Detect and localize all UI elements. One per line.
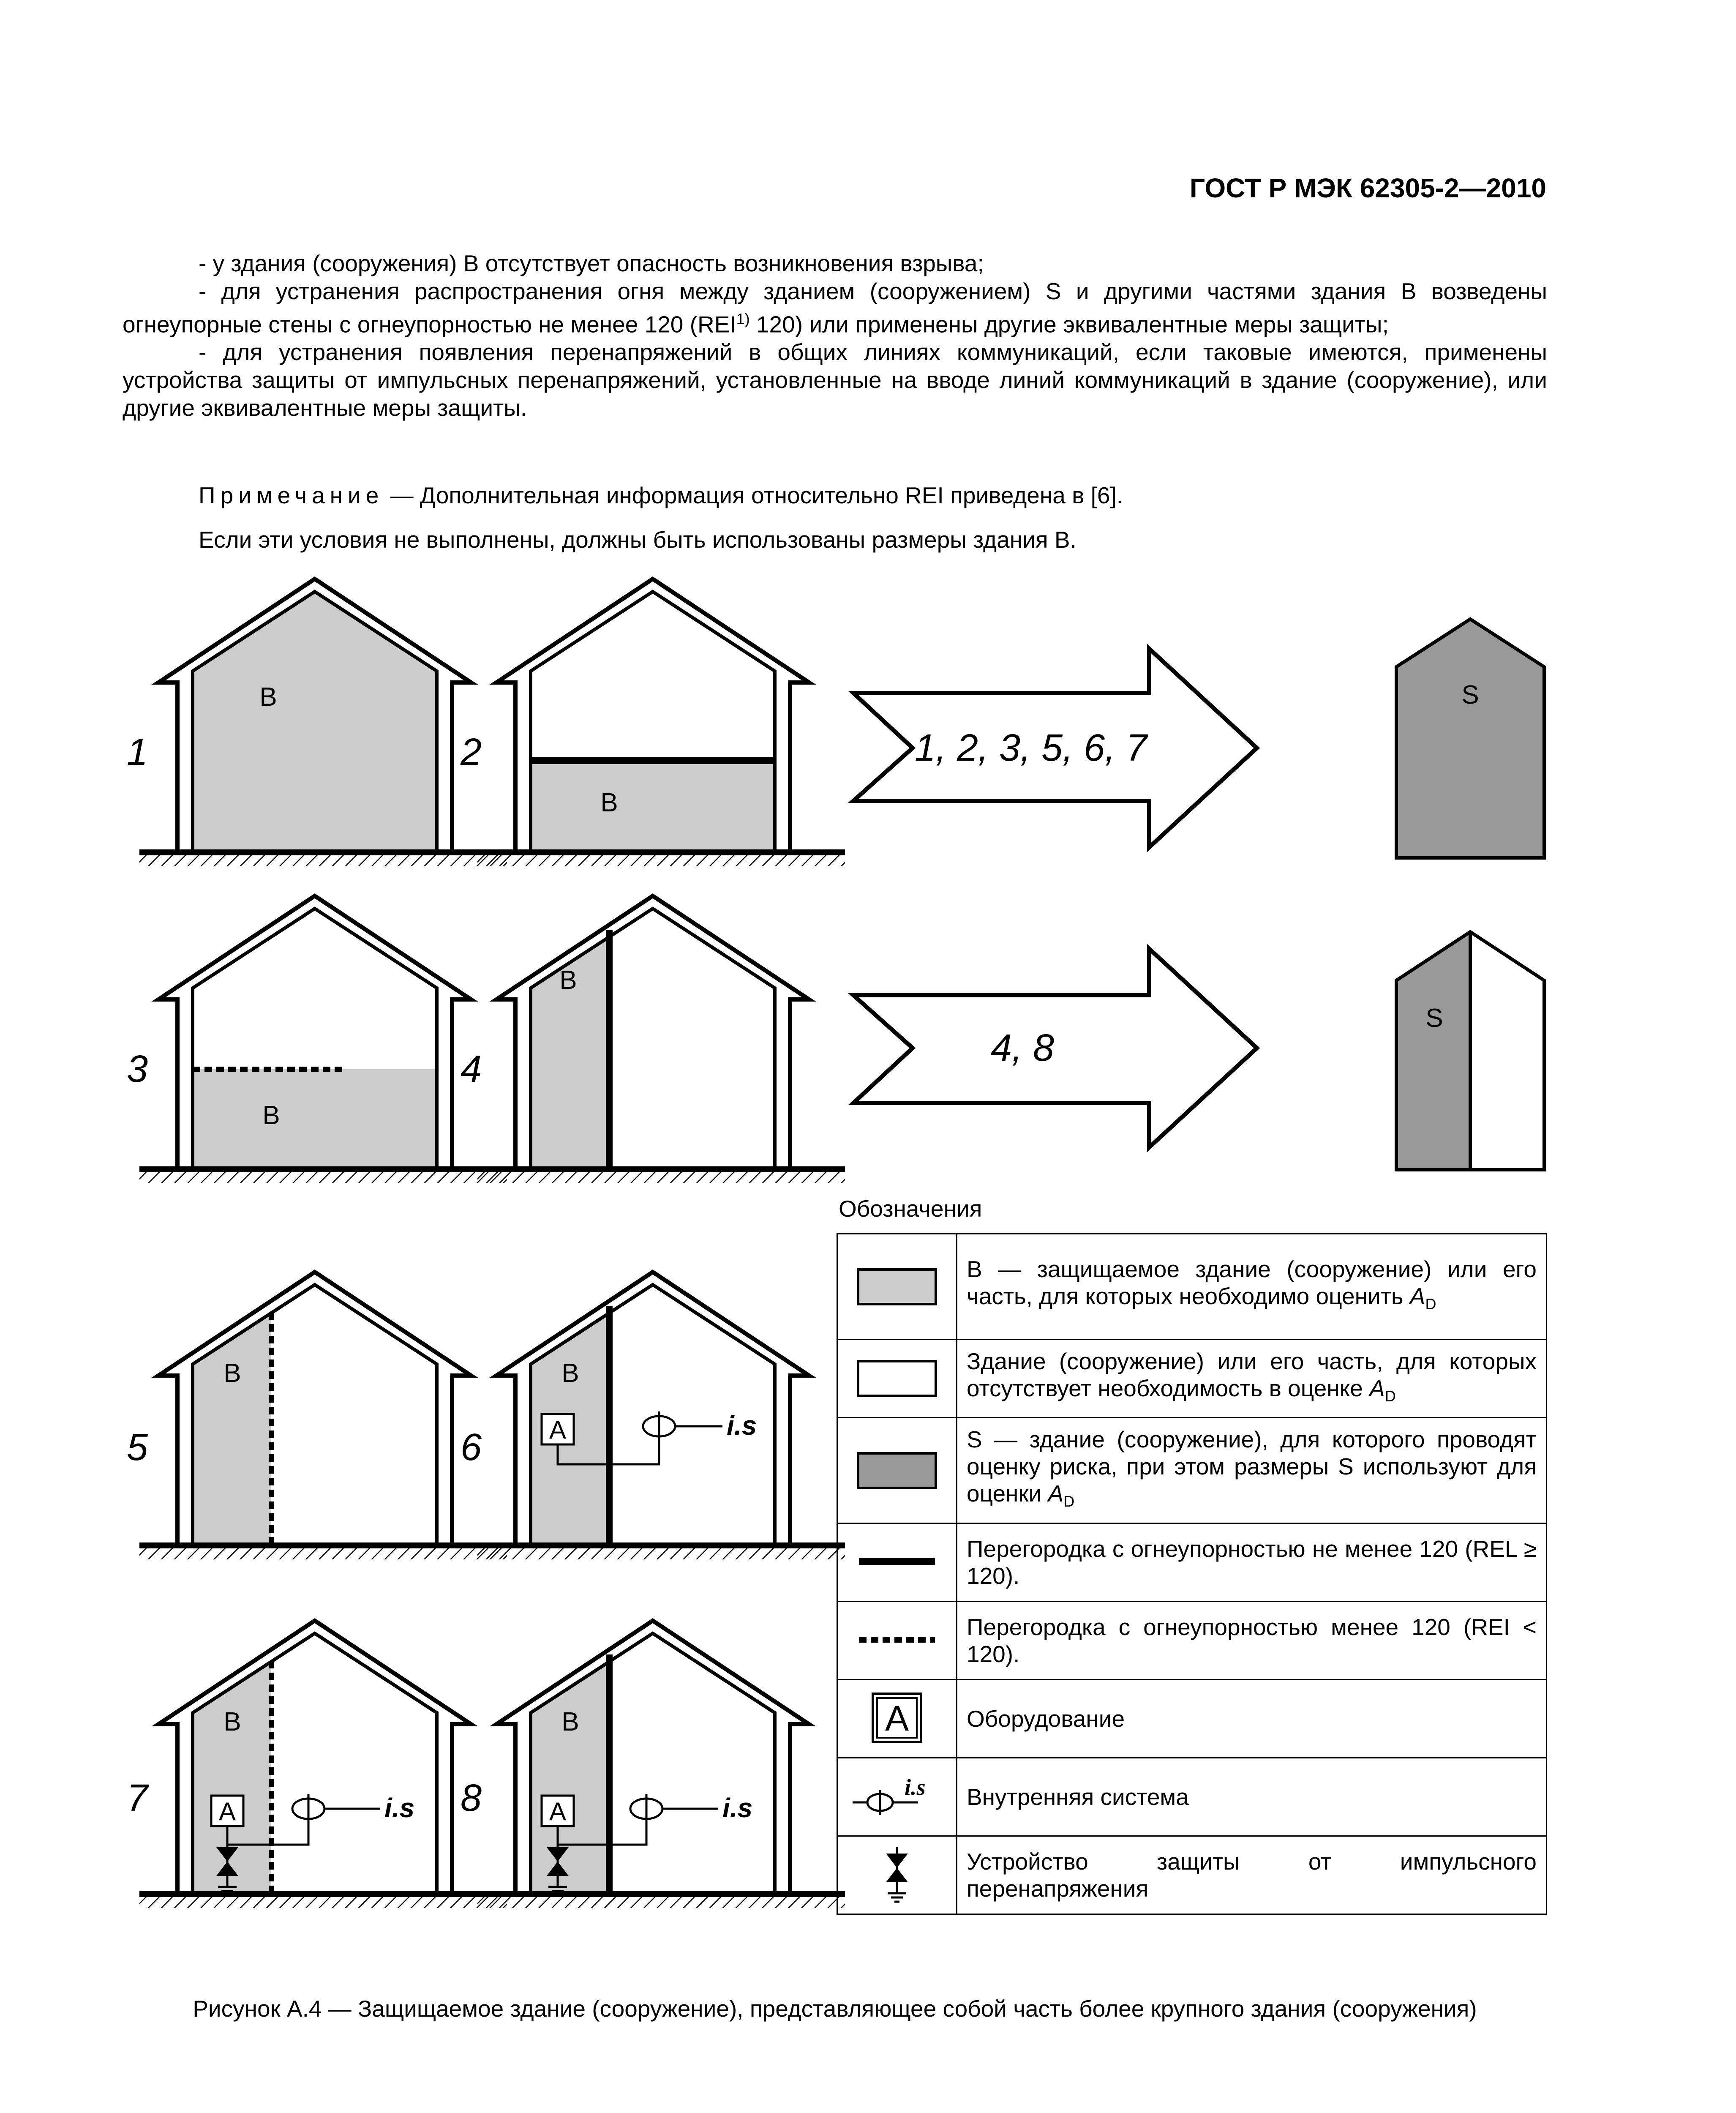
legend-row	[837, 1340, 1547, 1418]
building-s-1	[1396, 619, 1544, 858]
house-8-label-is: i.s	[722, 1793, 753, 1823]
house-5-label-b: B	[223, 1359, 241, 1388]
house-4-label-b: B	[559, 966, 577, 995]
house-3	[139, 896, 507, 1183]
equipment-icon	[869, 1690, 924, 1745]
case-number-6: 6	[461, 1426, 482, 1469]
light-grey-swatch	[857, 1268, 937, 1305]
house-7-label-b: B	[223, 1707, 241, 1736]
svg-text:i.s: i.s	[905, 1774, 926, 1800]
house-6	[477, 1272, 845, 1559]
document-id: ГОСТ Р МЭК 62305-2—2010	[1189, 173, 1546, 203]
house-6-label-a: A	[549, 1416, 567, 1444]
house-6-label-is: i.s	[727, 1410, 757, 1441]
surge-protector-icon	[876, 1843, 918, 1906]
legend-text: Перегородка с огнеупорностью менее 120 (REI < 120).	[957, 1602, 1547, 1680]
legend-row	[837, 1234, 1547, 1340]
house-7	[139, 1621, 507, 1908]
house-2-label-b: B	[600, 788, 618, 817]
condition-statement: Если эти условия не выполнены, должны быть использованы размеры здания B.	[199, 527, 1076, 553]
condition-item-3: - для устранения появления перенапряжений в общих линиях коммуникаций, если таковые имеются, применены устройства защиты от импульсных перенапряжений, установленные на вводе линий коммуникаций в здание (сооружение), или другие эквивалентные меры защиты.	[123, 339, 1547, 421]
svg-text:A: A	[885, 1698, 909, 1738]
house-6-label-b: B	[561, 1359, 579, 1388]
case-number-5: 5	[127, 1426, 148, 1469]
house-2	[477, 579, 845, 866]
figure-caption: Рисунок А.4 — Защищаемое здание (сооружение), представляющее собой часть более крупного здания (сооружения)	[193, 1996, 1477, 2022]
case-number-7: 7	[127, 1777, 148, 1819]
note-label: Примечание	[199, 482, 384, 508]
building-s-2	[1396, 932, 1544, 1170]
legend-text: Здание (сооружение) или его часть, для которых отсутствует необходимость в оценке $A_D$	[957, 1340, 1547, 1418]
house-8	[477, 1621, 845, 1908]
legend-title: Обозначения	[839, 1196, 982, 1222]
arrow-1-text: 1, 2, 3, 5, 6, 7	[914, 727, 1147, 769]
white-swatch	[857, 1360, 937, 1397]
legend-text: Перегородка с огнеупорностью не менее 120 (REL ≥ 120).	[957, 1523, 1547, 1602]
building-s-2-label: S	[1425, 1004, 1443, 1033]
arrow-1	[853, 649, 1257, 847]
legend-row	[837, 1836, 1547, 1914]
house-5	[139, 1272, 507, 1559]
case-number-3: 3	[127, 1048, 148, 1090]
legend-row	[837, 1418, 1547, 1523]
house-3-label-b: B	[262, 1101, 280, 1130]
house-7-label-a: A	[218, 1797, 236, 1826]
house-8-label-a: A	[549, 1797, 567, 1826]
arrow-2	[853, 949, 1257, 1147]
legend-row	[837, 1602, 1547, 1680]
legend-text: S — здание (сооружение), для которого проводят оценку риска, при этом размеры S используют для оценки $A_D$	[957, 1418, 1547, 1523]
legend-row	[837, 1758, 1547, 1836]
case-number-4: 4	[461, 1048, 482, 1090]
solid-line-icon	[855, 1553, 939, 1570]
legend-text: Оборудование	[957, 1680, 1547, 1758]
building-s-1-label: S	[1461, 680, 1479, 710]
case-number-1: 1	[127, 731, 148, 773]
legend-table	[837, 1233, 1547, 1915]
arrow-2-text: 4, 8	[990, 1027, 1055, 1069]
dark-grey-swatch	[857, 1452, 937, 1489]
legend-row	[837, 1680, 1547, 1758]
case-number-2: 2	[461, 731, 482, 773]
house-1	[139, 579, 507, 866]
house-4	[477, 896, 845, 1183]
legend-text: B — защищаемое здание (сооружение) или его часть, для которых необходимо оценить $A_D$	[957, 1234, 1547, 1340]
note-text: — Дополнительная информация относительно REI приведена в [6].	[384, 482, 1123, 508]
legend-text: Внутренняя система	[957, 1758, 1547, 1836]
house-1-label-b: B	[259, 682, 277, 712]
condition-item-1: - у здания (сооружения) B отсутствует опасность возникновения взрыва;	[199, 250, 984, 276]
condition-item-2: - для устранения распространения огня между зданием (сооружением) S и другими частями здания B возведены огнеупорные стены с огнеупорностью не менее 120 (REI$^{1)}$ 120) или применены другие эквивалентные меры защиты;	[123, 278, 1547, 338]
internal-system-icon	[850, 1773, 943, 1819]
house-8-label-b: B	[561, 1707, 579, 1736]
legend-row	[837, 1523, 1547, 1602]
dotted-line-icon	[855, 1631, 939, 1648]
legend-text: Устройство защиты от импульсного перенапряжения	[957, 1836, 1547, 1914]
house-7-label-is: i.s	[384, 1793, 415, 1823]
case-number-8: 8	[461, 1777, 482, 1819]
